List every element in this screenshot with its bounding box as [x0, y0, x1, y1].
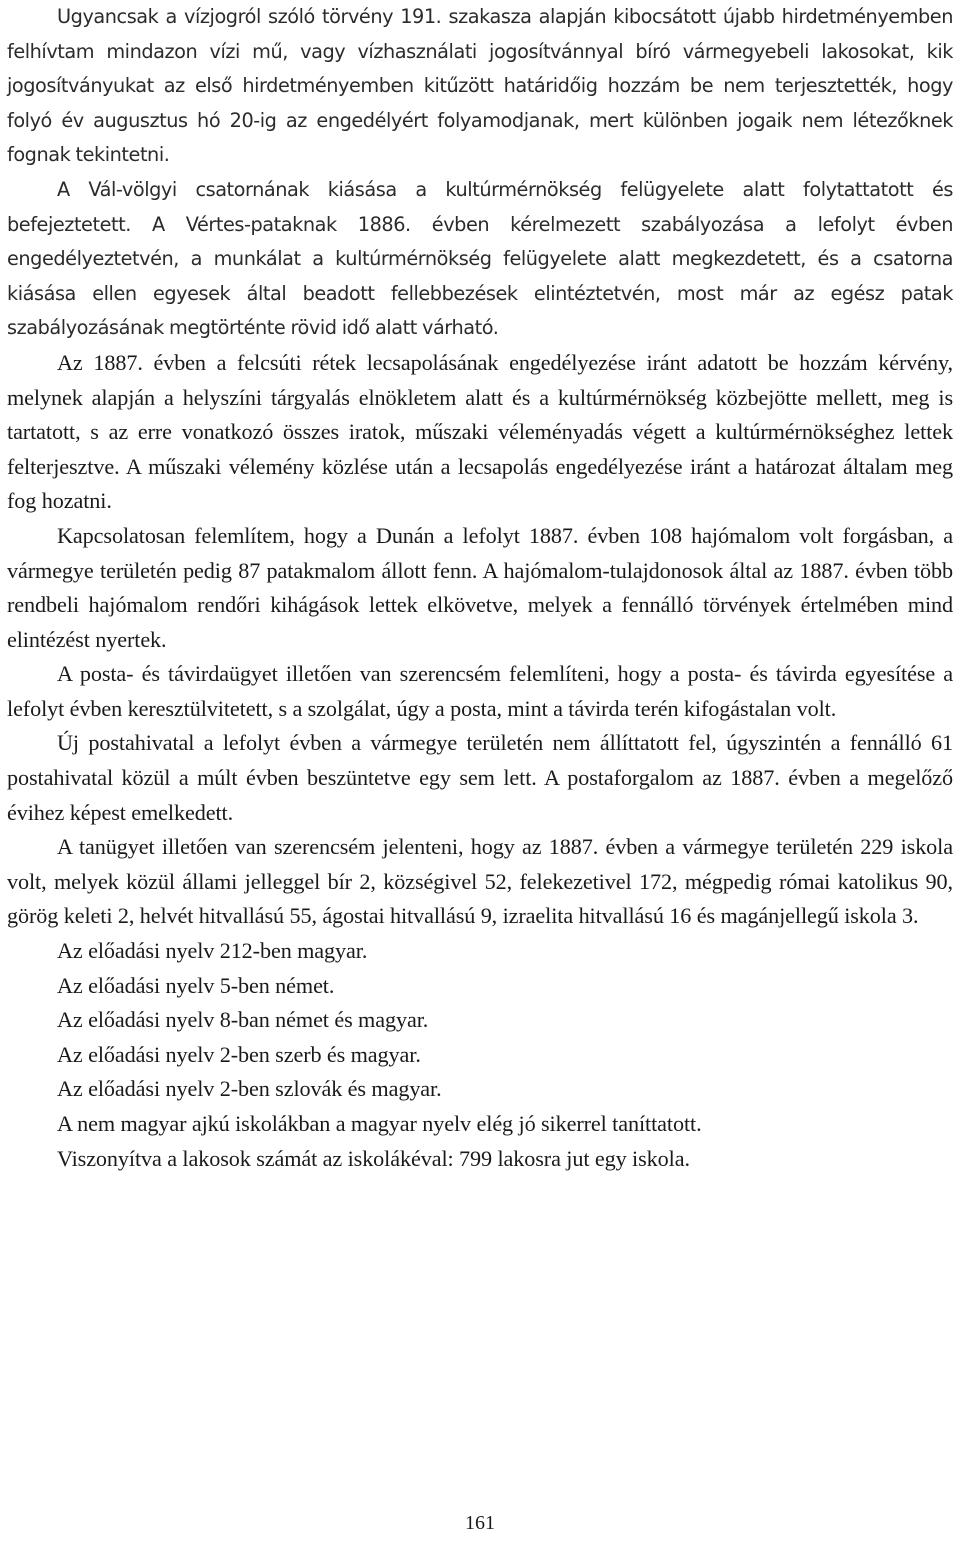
line-population-per-school: Viszonyítva a lakosok számát az iskolákéval: 799 lakosra jut egy iskola.: [57, 1145, 690, 1171]
paragraph-felcsut-drainage: Az 1887. évben a felcsúti rétek lecsapolásának engedélyezése iránt adatott be hozzám kérvény, melynek alapján a helyszíni tárgyalás elnökletem alatt és a kultúrmérnökség közbejötte mellett, meg is tartatott, s az erre vonatkozó összes iratok, műszaki véleményadás végett a kultúrmérnökséghez lettek felterjesztve. A műszaki vélemény közlése után a lecsapolás engedélyezése iránt a határozat általam meg fog hozatni.: [7, 349, 953, 514]
language-line-magyar: Az előadási nyelv 212-ben magyar.: [57, 938, 368, 964]
language-line-szlovak-magyar: Az előadási nyelv 2-ben szlovák és magyar.: [57, 1076, 442, 1102]
paragraph-post-telegraph: A posta- és távirdaügyet illetően van szerencsém felemlíteni, hogy a posta- és távirda egyesítése a lefolyt évben keresztülvitetett, s a szolgálat, úgy a posta, mint a távirda terén kifogástalan volt.: [7, 661, 953, 721]
paragraph-post-offices: Új postahivatal a lefolyt évben a vármegye területén nem állíttatott fel, úgyszintén a fennálló 61 postahivatal közül a múlt évben beszüntetve egy sem lett. A postaforgalom az 1887. évben a megelőző évihez képest emelkedett.: [7, 730, 953, 825]
paragraph-schools: A tanügyet illetően van szerencsém jelenteni, hogy az 1887. évben a vármegye területén 229 iskola volt, melyek közül állami jelleggel bír 2, községivel 52, felekezetivel 172, mégpedig római katolikus 90, görög keleti 2, helvét hitvallású 55, ágostai hitvallású 9, izraelita hitvallású 16 és magánjellegű iskola 3.: [7, 834, 953, 929]
paragraph-mills: Kapcsolatosan felemlítem, hogy a Dunán a lefolyt 1887. évben 108 hajómalom volt forgásban, a vármegye területén pedig 87 patakmalom állott fenn. A hajómalom-tulajdonosok által az 1887. évben több rendbeli hajómalom rendőri kihágások lettek elkövetve, melyek a fennálló törvények értelmében mind elintézést nyertek.: [7, 522, 953, 652]
paragraph-water-law-notice: Ugyancsak a vízjogról szóló törvény 191. szakasza alapján kibocsátott újabb hirdetményemben felhívtam mindazon vízi mű, vagy vízhasználati jogosítvánnyal bíró vármegyebeli lakosokat, kik jogosítványukat az első hirdetményemben kitűzött határidőig hozzám be nem terjesztették, hogy folyó év augusztus hó 20-ig az engedélyért folyamodjanak, mert különben jogaik nem létezőknek fognak tekintetni.: [7, 5, 953, 167]
paragraph-canal-works: A Vál-völgyi csatornának kiásása a kultúrmérnökség felügyelete alatt folytattatott és befejeztetett. A Vértes-pataknak 1886. évben kérelmezett szabályozása a lefolyt évben engedélyeztetvén, a munkálat a kultúrmérnökség felügyelete alatt megkezdetett, és a csatorna kiásása ellen egyesek által beadott fellebbezések elintéztetvén, most már az egész patak szabályozásának megtörténte rövid idő alatt várható.: [7, 177, 953, 340]
page-number: 161: [465, 1512, 495, 1534]
line-hungarian-teaching: A nem magyar ajkú iskolákban a magyar nyelv elég jó sikerrel taníttatott.: [57, 1111, 702, 1136]
language-line-nemet: Az előadási nyelv 5-ben német.: [57, 972, 335, 998]
language-line-szerb-magyar: Az előadási nyelv 2-ben szerb és magyar.: [57, 1041, 421, 1067]
language-line-nemet-magyar: Az előadási nyelv 8-ban német és magyar.: [57, 1007, 429, 1033]
document-page: [7, 0, 953, 1176]
